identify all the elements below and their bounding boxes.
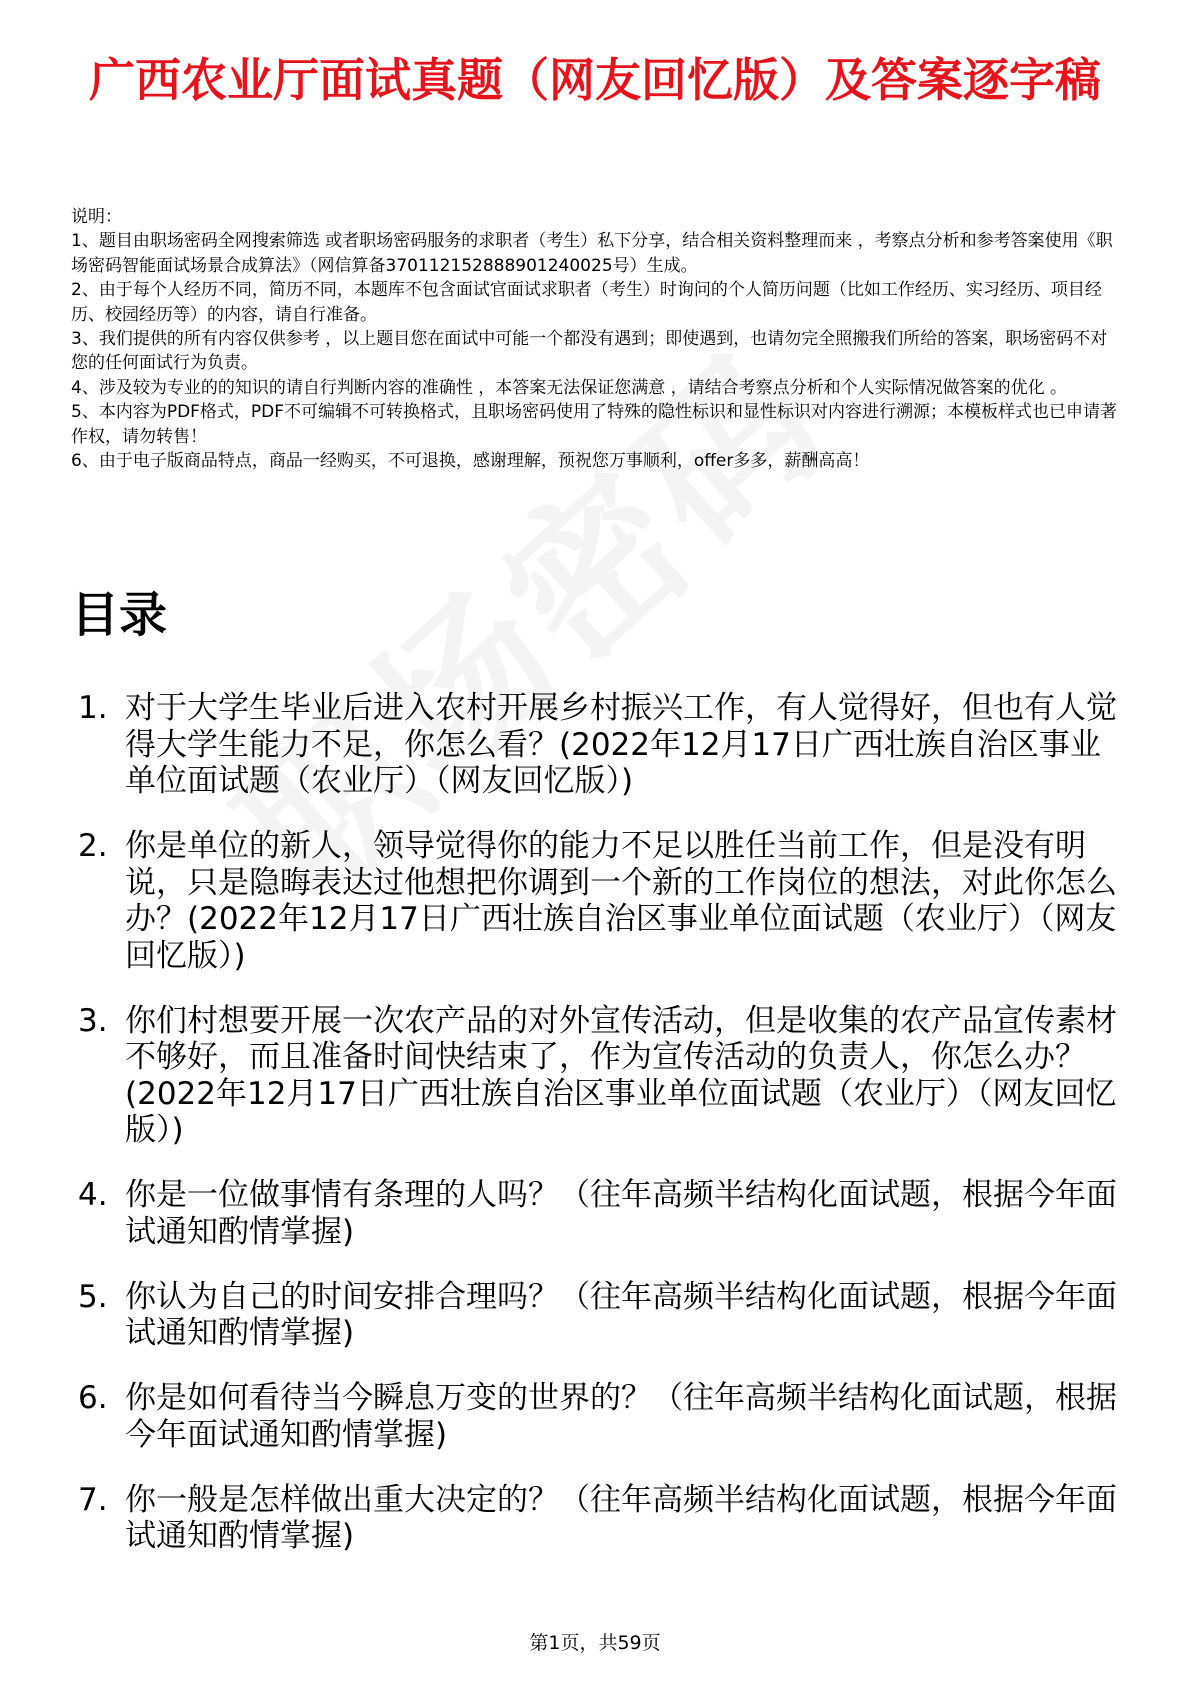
toc-item[interactable] xyxy=(78,1279,1118,1352)
document-title: 广西农业厅面试真题（网友回忆版）及答案逐字稿 xyxy=(89,53,1101,107)
notes-item: 1、题目由职场密码全网搜索筛选 或者职场密码服务的求职者（考生）私下分享，结合相关资料整理而来 ，考察点分析和参考答案使用《职场密码智能面试场景合成算法》（网信算备370112152888901240025号）生成。 xyxy=(71,231,1113,276)
notes-heading: 说明： xyxy=(71,207,122,227)
toc-item[interactable] xyxy=(78,1380,1118,1453)
toc-item-number: 4. xyxy=(78,1177,108,1213)
notes-item: 3、我们提供的所有内容仅供参考 ，以上题目您在面试中可能一个都没有遇到；即使遇到，也请勿完全照搬我们所给的答案，职场密码不对您的任何面试行为负责。 xyxy=(71,329,1108,374)
toc-item[interactable] xyxy=(78,690,1118,800)
notes-item: 5、本内容为PDF格式，PDF不可编辑不可转换格式，且职场密码使用了特殊的隐性标识和显性标识对内容进行溯源；本模板样式也已申请著作权，请勿转售！ xyxy=(71,402,1118,447)
toc-item[interactable] xyxy=(78,1177,1118,1250)
notes-item: 4、涉及较为专业的的知识的请自行判断内容的准确性 ，本答案无法保证您满意 ，请结合考察点分析和个人实际情况做答案的优化 。 xyxy=(71,377,1068,398)
toc-item-text[interactable]: 你们村想要开展一次农产品的对外宣传活动，但是收集的农产品宣传素材不够好，而且准备时间快结束了，作为宣传活动的负责人，你怎么办？(2022年12月17日广西壮族自治区事业单位面试题（农业厅）（网友回忆版）) xyxy=(125,1002,1117,1148)
toc-item-number: 3. xyxy=(78,1002,108,1039)
notes-item: 2、由于每个人经历不同，简历不同，本题库不包含面试官面试求职者（考生）时询问的个人简历问题（比如工作经历、实习经历、项目经历、校园经历等）的内容，请自行准备。 xyxy=(71,280,1102,325)
toc-item-text[interactable]: 对于大学生毕业后进入农村开展乡村振兴工作，有人觉得好，但也有人觉得大学生能力不足，你怎么看？(2022年12月17日广西壮族自治区事业单位面试题（农业厅）（网友回忆版）) xyxy=(125,690,1117,799)
notes-item: 6、由于电子版商品特点，商品一经购买，不可退换，感谢理解，预祝您万事顺利，offer多多，薪酬高高！ xyxy=(71,451,870,472)
toc-item-number: 1. xyxy=(78,690,108,726)
page-footer: 第1页，共59页 xyxy=(529,1632,661,1654)
toc-heading: 目录 xyxy=(71,587,168,643)
toc-item-text[interactable]: 你认为自己的时间安排合理吗？（往年高频半结构化面试题，根据今年面试通知酌情掌握) xyxy=(125,1278,1117,1351)
notes-section xyxy=(71,205,1121,473)
toc-item-text[interactable]: 你是一位做事情有条理的人吗？（往年高频半结构化面试题，根据今年面试通知酌情掌握) xyxy=(125,1177,1117,1250)
toc-list xyxy=(78,690,1118,1583)
toc-item[interactable] xyxy=(78,1482,1118,1555)
toc-item[interactable] xyxy=(78,828,1118,974)
toc-item[interactable] xyxy=(78,1003,1118,1149)
toc-item-number: 2. xyxy=(78,828,108,864)
toc-item-number: 5. xyxy=(78,1278,108,1315)
toc-item-text[interactable]: 你一般是怎样做出重大决定的？（往年高频半结构化面试题，根据今年面试通知酌情掌握) xyxy=(125,1481,1117,1554)
toc-item-number: 7. xyxy=(78,1481,108,1518)
toc-item-text[interactable]: 你是如何看待当今瞬息万变的世界的？（往年高频半结构化面试题，根据今年面试通知酌情掌握) xyxy=(125,1380,1117,1453)
toc-item-number: 6. xyxy=(78,1380,108,1416)
toc-item-text[interactable]: 你是单位的新人，领导觉得你的能力不足以胜任当前工作，但是没有明说，只是隐晦表达过他想把你调到一个新的工作岗位的想法，对此你怎么办？(2022年12月17日广西壮族自治区事业单位面试题（农业厅）（网友回忆版）) xyxy=(125,828,1117,974)
